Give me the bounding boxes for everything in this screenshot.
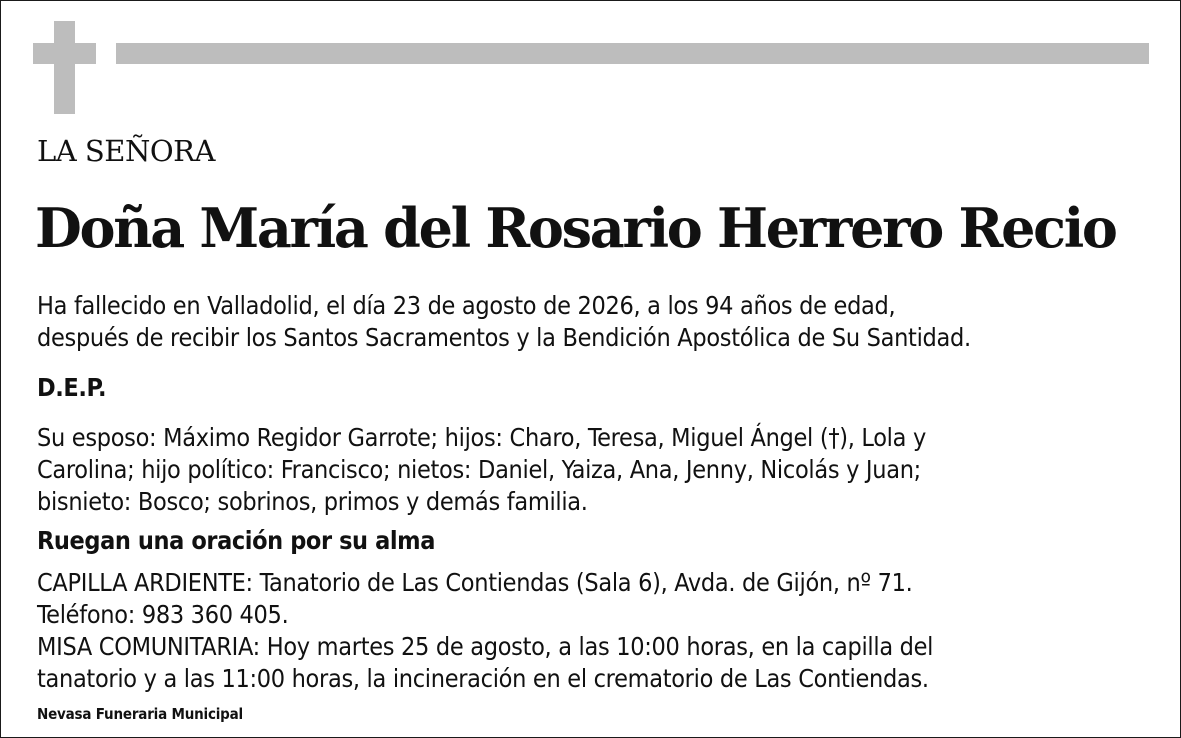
cross-vertical-bar — [54, 21, 75, 114]
text-line: bisnieto: Bosco; sobrinos, primos y demás familia. — [37, 487, 588, 516]
text-line: tanatorio y a las 11:00 horas, la incineración en el crematorio de Las Contiendas. — [37, 664, 929, 693]
honorific: LA SEÑORA — [37, 134, 215, 168]
text-line: Ha fallecido en Valladolid, el día 23 de agosto de 2026, a los 94 años de edad, — [37, 291, 896, 320]
service-details — [37, 567, 933, 695]
header-rule — [116, 43, 1149, 64]
death-announcement — [37, 290, 971, 354]
prayer-request: Ruegan una oración por su alma — [37, 526, 435, 555]
text-line: Carolina; hijo político: Francisco; nietos: Daniel, Yaiza, Ana, Jenny, Nicolás y Juan; — [37, 455, 921, 484]
text-line: MISA COMUNITARIA: Hoy martes 25 de agosto, a las 10:00 horas, en la capilla del — [37, 632, 934, 661]
rest-in-peace: D.E.P. — [37, 373, 107, 402]
cross-horizontal-bar — [33, 43, 96, 64]
text-line: después de recibir los Santos Sacramentos y la Bendición Apostólica de Su Santidad. — [37, 323, 971, 352]
text-line: Su esposo: Máximo Regidor Garrote; hijos: Charo, Teresa, Miguel Ángel (†), Lola y — [37, 423, 926, 452]
funeral-home-name: Nevasa Funeraria Municipal — [37, 705, 243, 723]
text-line: Teléfono: 983 360 405. — [37, 600, 289, 629]
text-line: CAPILLA ARDIENTE: Tanatorio de Las Contiendas (Sala 6), Avda. de Gijón, nº 71. — [37, 568, 913, 597]
family-list — [37, 422, 926, 518]
deceased-name: Doña María del Rosario Herrero Recio — [35, 196, 1116, 260]
